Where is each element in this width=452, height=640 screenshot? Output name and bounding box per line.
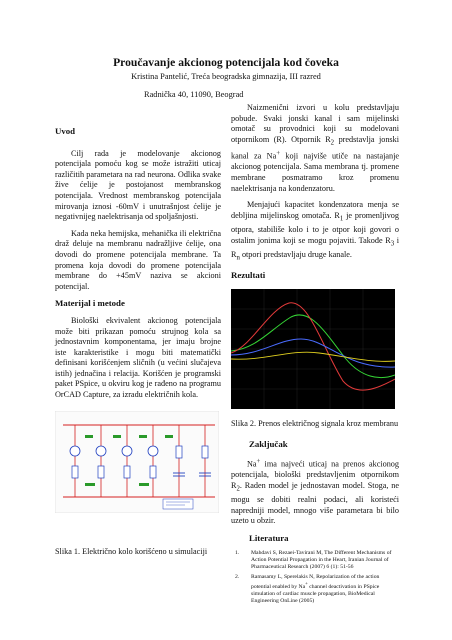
results-context-paragraph-2: Menjajući kapacitet kondenzatora menja se debljina mijelinskog omotača. $R_1$ je promenljivog otpora, stabiliše kolo i to je otpor koji govori o ostalim jonima koji se mogu pojaviti. Takođe $R_3$ i $R_n$ otpori predstavljaju druge kanale. — [231, 200, 399, 262]
right-column — [231, 103, 399, 608]
left-column — [55, 126, 221, 563]
methods-heading: Materijal i metode — [55, 298, 125, 309]
intro-heading: Uvod — [55, 126, 76, 136]
methods-paragraph-1: Biološki ekvivalent akcionog potencijala može biti prikazan pomoću strujnog kola sa jednostavnim komponentama, jer imaju brojne iste karakteristike i mogu biti matematički definisani korišćenjem sličnih (u većini slučajeva istih) jednačina i relacija. Korišćen je programski paket PSpice, u okviru kog je rađeno na programu OrCAD Capture, za izradu električnih kola. — [55, 315, 221, 400]
paper-title: Proučavanje akcionog potencijala kod čoveka — [113, 56, 339, 69]
figure-2-oscilloscope — [231, 289, 395, 409]
conclusion-paragraph: Na+ ima najveći uticaj na prenos akcionog potencijala, biološki predstavljenim otpornikom $R_2$. Raden model je jednostavan model. Stoga, ne mogu se dobiti realni podaci, ali koristeći napredniji model, mnogo više parametara bi bilo uzeto u obzir. — [231, 457, 399, 526]
references-list — [231, 550, 399, 605]
intro-paragraph-2: Kada neka hemijska, mehanička ili električna draž deluje na membranu nadražljive ćelije, ona dovodi do promene potencijala membrane. Ta promena koja dovodi do promene potencijala membrane do +45mV naziva se akcioni potencijal. — [55, 228, 221, 291]
signal-trace-image — [231, 289, 395, 409]
intro-paragraph-1: Cilj rada je modelovanje akcionog potencijala pomoću kog se može istražiti uticaj različitih parametara na rad neurona. Odlika svake žive ćelije je postojanost membranskog potencijala. Vrednost membranskog potencijala mirovanja iznosi -60mV i unutrašnjost ćelije je negativnijeg naelektrisanja od spoljašnjosti. — [55, 148, 221, 222]
circuit-schematic-image — [55, 411, 219, 513]
paper-address: Radnička 40, 11090, Beograd — [144, 90, 244, 99]
conclusion-heading: Zaključak — [249, 439, 288, 450]
results-context-paragraph-1: Naizmenični izvori u kolu predstavljaju pobude. Svaki jonski kanal i sam mijelinski omotač su provodnici koji su modelovani otpornikom (R). Otpornik $R_2$ predstavlja jonski kanal za Na+ koji najviše utiče na nastajanje akcionog potencijala. Sama membrana tj. promene membrane posmatramo kroz promenu naelektrisanja na kondenzatoru. — [231, 103, 399, 193]
figure-1-circuit — [55, 411, 219, 513]
reference-item: 1. Mahdavi S, Rezaei-Tavirani M, The Different Mechanisms of Action Potential Propagation in the Heart, Iranian Journal of Pharmaceutical Research (2007) 6 (1): 51-56 — [235, 550, 392, 571]
results-heading: Rezultati — [231, 270, 266, 281]
figure-2-caption: Slika 2. Prenos električnog signala kroz membranu — [231, 418, 399, 428]
references-heading: Literatura — [249, 532, 289, 543]
figure-1-caption: Slika 1. Električno kolo korišćeno u simulaciji — [55, 546, 208, 556]
paper-authors: Kristina Pantelić, Treća beogradska gimnazija, III razred — [131, 72, 321, 81]
reference-item: 2. Ramasamy L, Sperelakis N, Repolarization of the action potential enabled by Na+ channel deactivation in PSpice simulation of cardiac muscle propagation, BioMedical Engineering OnLine (2005) — [235, 574, 380, 605]
